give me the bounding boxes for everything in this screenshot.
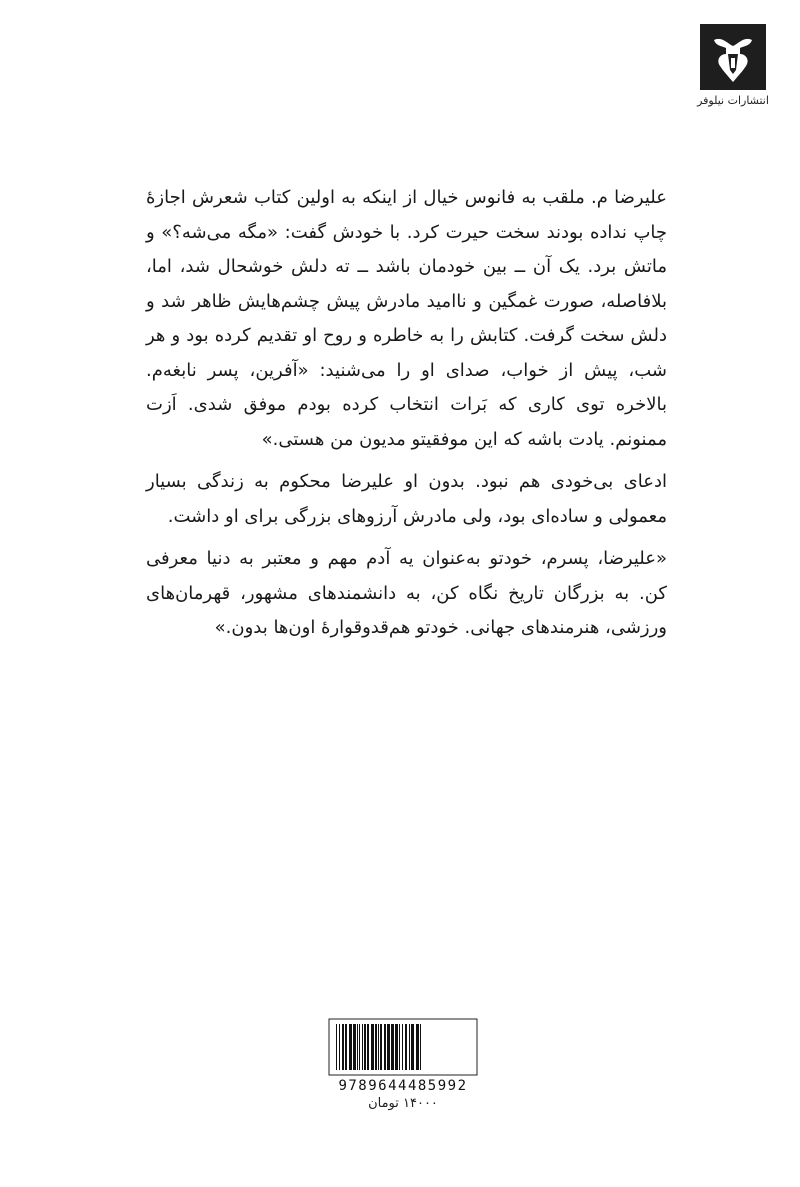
barcode-bar — [367, 1024, 369, 1070]
barcode-bar — [384, 1024, 386, 1070]
barcode-bar — [339, 1024, 340, 1070]
barcode-bar — [416, 1024, 419, 1070]
paragraph-1: علیرضا م. ملقب به فانوس خیال از اینکه به اولین کتاب شعرش اجازهٔ چاپ نداده بودند سخت حیرت کرد. با خودش گفت: «مگه می‌شه؟» و ماتش برد. یک آن ــ بین خودمان باشد ــ ته دلش خوشحال شد، اما، بلافاصله، صورت غمگین و ناامید مادرش پیش چشم‌هایش ظاهر شد و دلش سخت گرفت. کتابش را به خاطره و روح او تقدیم کرده بود و هر شب، پیش از خواب، صدای او را می‌شنید: «آفرین، پسر نابغه‌م. بالاخره توی کاری که بَرات انتخاب کرده بودم موفق شدی. اَزت ممنونم. یادت باشه که این موفقیتو مدیون من هستی.» — [146, 187, 667, 450]
isbn-number: 9789644485992 — [338, 1078, 468, 1094]
back-cover-text — [146, 181, 667, 654]
barcode-bar — [402, 1024, 403, 1070]
publisher-name: انتشارات نیلوفر — [697, 94, 769, 107]
barcode-bar — [378, 1024, 379, 1070]
barcode-bar — [380, 1024, 382, 1070]
barcode-bar — [336, 1024, 337, 1070]
niloufar-logo-icon — [700, 24, 766, 90]
barcode-bar — [375, 1024, 377, 1070]
barcode-bar — [391, 1024, 394, 1070]
barcode-bar — [362, 1024, 363, 1070]
paragraph-3: «علیرضا، پسرم، خودتو به‌عنوان یه آدم مهم و معتبر به دنیا معرفی کن. به بزرگان تاریخ نگاه کن، به دانشمندهای مشهور، قهرمان‌های ورزشی، هنرمندهای جهانی. خودتو هم‌قدوقوارهٔ اون‌ها بدون.» — [146, 548, 667, 638]
barcode — [328, 1018, 478, 1076]
barcode-bar — [371, 1024, 374, 1070]
barcode-bar — [409, 1024, 410, 1070]
barcode-bar — [357, 1024, 358, 1070]
barcode-bar — [399, 1024, 400, 1070]
barcode-bar — [411, 1024, 414, 1070]
barcode-bar — [387, 1024, 390, 1070]
barcode-bar — [359, 1024, 360, 1070]
barcode-bar — [395, 1024, 398, 1070]
barcode-bar — [405, 1024, 407, 1070]
barcode-bar — [349, 1024, 352, 1070]
barcode-bar — [420, 1024, 421, 1070]
publisher-block — [688, 24, 778, 107]
barcode-bar — [353, 1024, 356, 1070]
price: ۱۴۰۰۰ تومان — [368, 1096, 438, 1111]
barcode-bar — [342, 1024, 344, 1070]
barcode-block — [328, 1018, 478, 1111]
barcode-bar — [345, 1024, 347, 1070]
barcode-bar — [364, 1024, 366, 1070]
paragraph-2: ادعای بی‌خودی هم نبود. بدون او علیرضا محکوم به زندگی بسیار معمولی و ساده‌ای بود، ولی مادرش آرزوهای بزرگی برای او داشت. — [146, 471, 667, 527]
